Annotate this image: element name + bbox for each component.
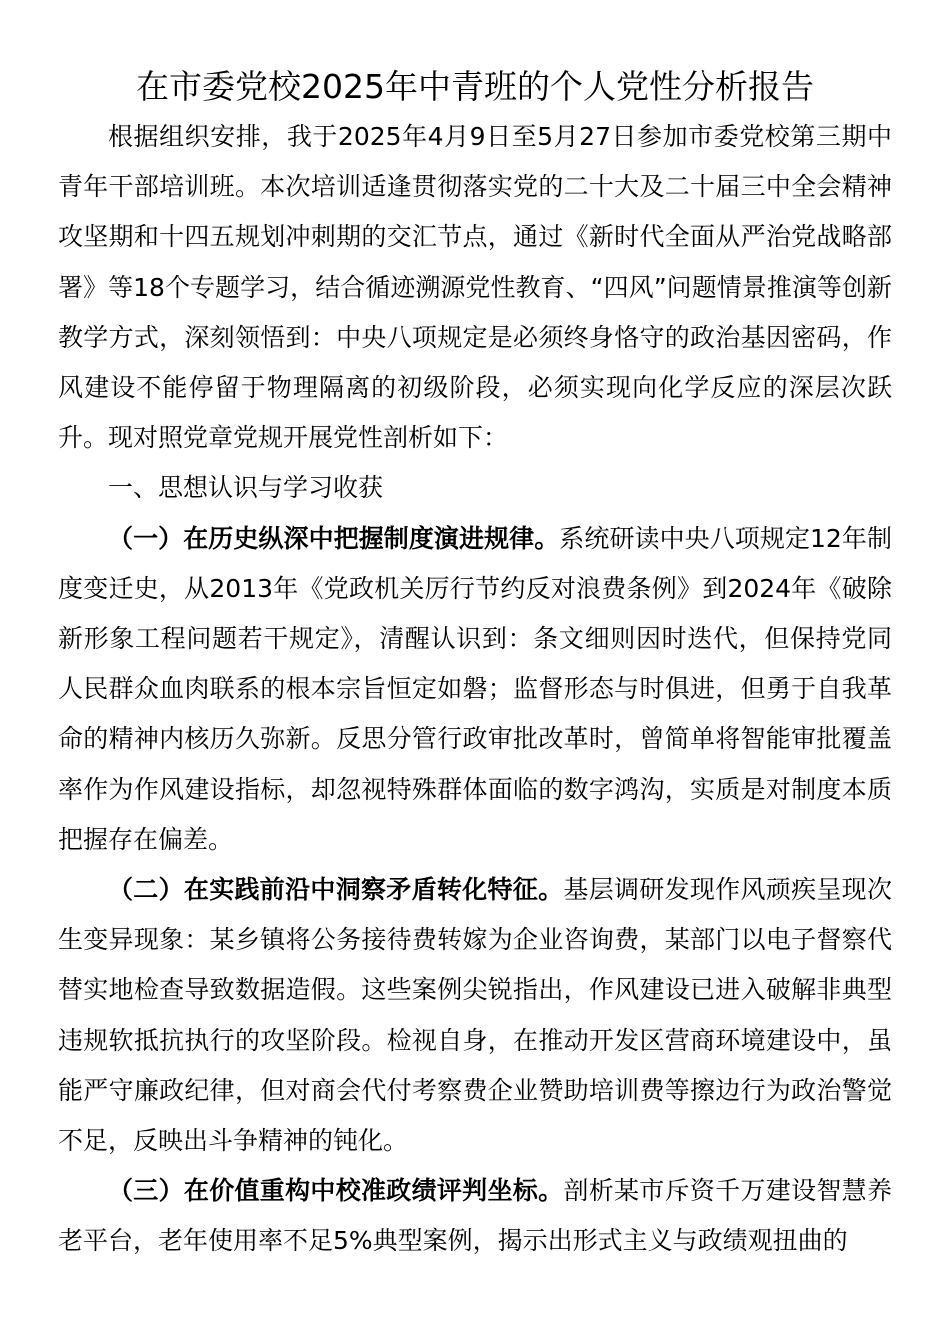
item-lead-1: （一）在历史纵深中把握制度演进规律。 (108, 523, 560, 553)
document-title: 在市委党校2025年中青班的个人党性分析报告 (136, 67, 814, 106)
item-lead-3: （三）在价值重构中校准政绩评判坐标。 (108, 1176, 564, 1206)
item-paragraph-3 (58, 1166, 892, 1266)
intro-paragraph: 根据组织安排，我于2025年4月9日至5月27日参加市委党校第三期中青年干部培训班。本次培训适逢贯彻落实党的二十大及二十届三中全会精神攻坚期和十四五规划冲刺期的交汇节点，通过《新时代全面从严治党战略部署》等18个专题学习，结合循迹溯源党性教育、“四风”问题情景推演等创新教学方式，深刻领悟到：中央八项规定是必须终身恪守的政治基因密码，作风建设不能停留于物理隔离的初级阶段，必须实现向化学反应的深层次跃升。现对照党章党规开展党性剖析如下： (58, 122, 892, 453)
item-body-1: 系统研读中央八项规定12年制度变迁史，从2013年《党政机关厉行节约反对浪费条例》到2024年《破除新形象工程问题若干规定》，清醒认识到：条文细则因时迭代，但保持党同人民群众血肉联系的根本宗旨恒定如磐；监督形态与时俱进，但勇于自我革命的精神内核历久弥新。反思分管行政审批改革时，曾简单将智能审批覆盖率作为作风建设指标，却忽视特殊群体面临的数字鸿沟，实质是对制度本质把握存在偏差。 (58, 523, 892, 854)
item-body-2: 基层调研发现作风顽疾呈现次生变异现象：某乡镇将公务接待费转嫁为企业咨询费，某部门以电子督察代替实地检查导致数据造假。这些案例尖锐指出，作风建设已进入破解非典型违规软抵抗执行的攻坚阶段。检视自身，在推动开发区营商环境建设中，虽能严守廉政纪律，但对商会代付考察费企业赞助培训费等擦边行为政治警觉不足，反映出斗争精神的钝化。 (58, 875, 892, 1156)
section-heading: 一、思想认识与学习收获 (108, 473, 384, 503)
item-lead-2: （二）在实践前沿中洞察矛盾转化特征。 (108, 875, 564, 905)
item-paragraph-1 (58, 514, 892, 865)
item-body-3: 剖析某市斥资千万建设智慧养老平台，老年使用率不足5%典型案例，揭示出形式主义与政绩观扭曲的 (58, 1176, 892, 1256)
item-paragraph-2 (58, 865, 892, 1166)
